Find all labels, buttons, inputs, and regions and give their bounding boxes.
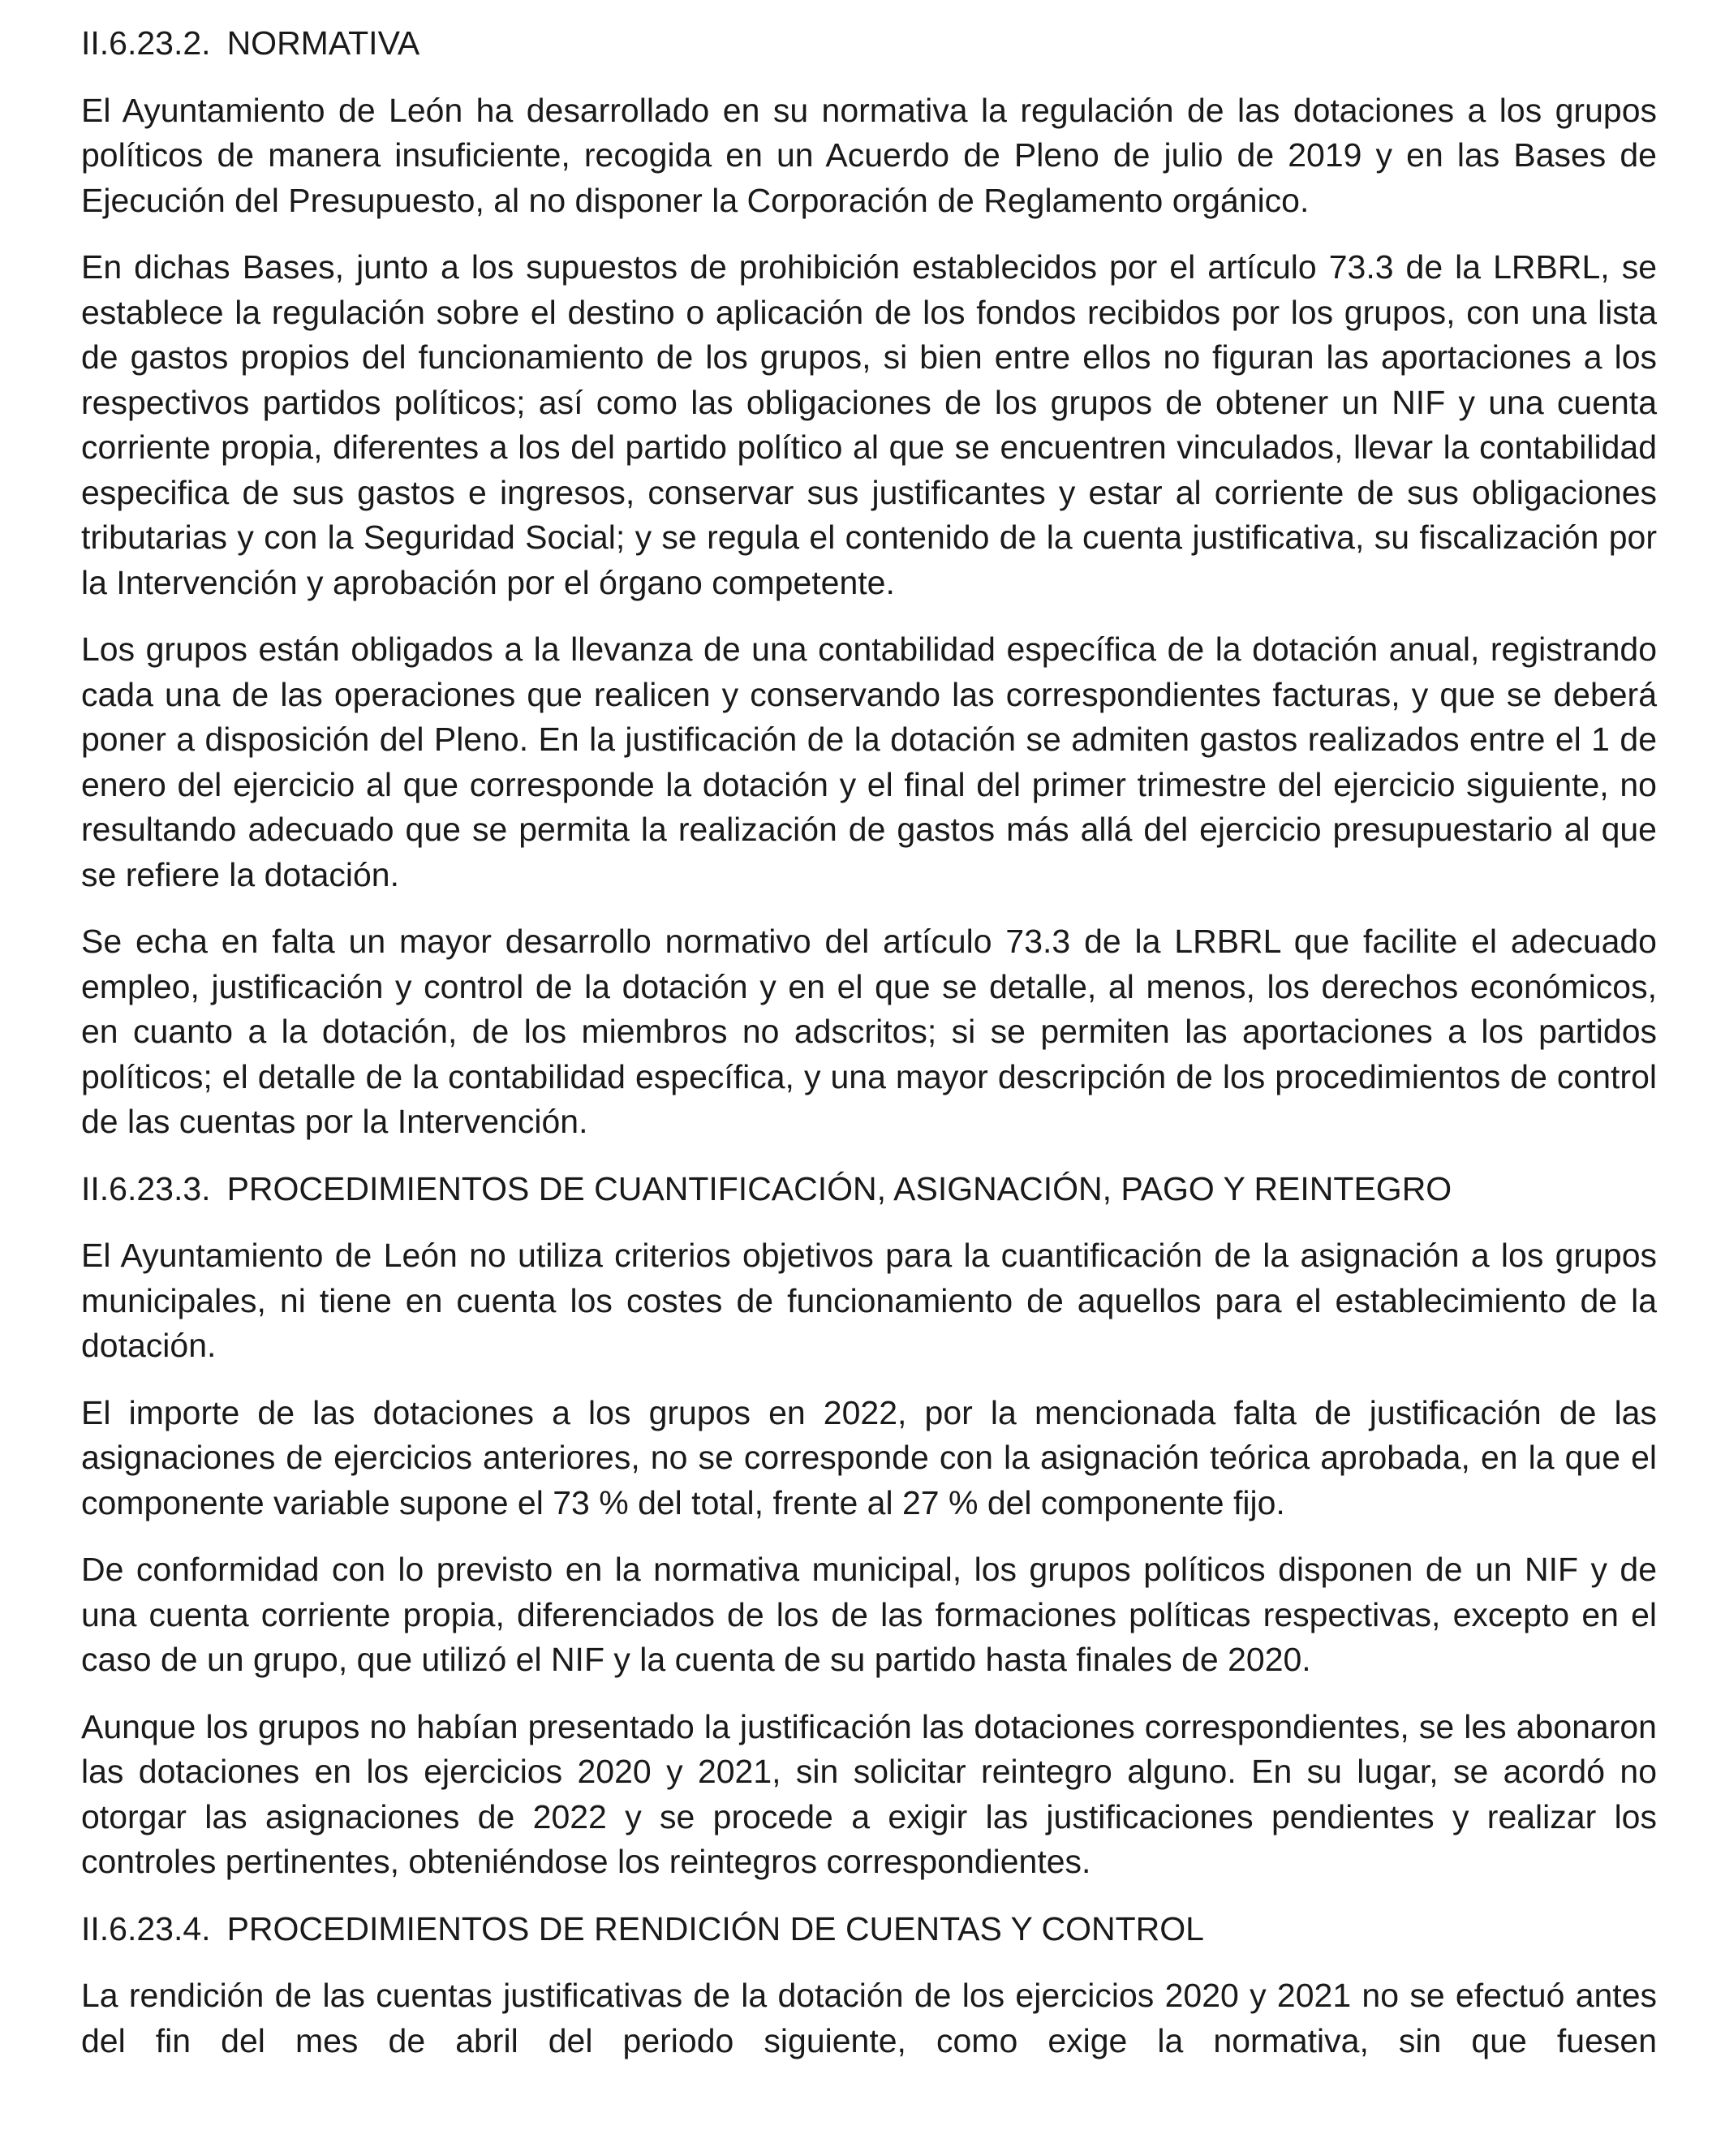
section-title: PROCEDIMIENTOS DE CUANTIFICACIÓN, ASIGNACIÓN, PAGO Y REINTEGRO [226,1169,1452,1207]
paragraph: Los grupos están obligados a la llevanza de una contabilidad específica de la dotación anual, registrando cada una de las operaciones que realicen y conservando las correspondientes facturas, y que se deberá poner a disposición del Pleno. En la justificación de la dotación se admiten gastos realizados entre el 1 de enero del ejercicio al que corresponde la dotación y el final del primer trimestre del ejercicio siguiente, no resultando adecuado que se permita la realización de gastos más allá del ejercicio presupuestario al que se refiere la dotación. [81,630,1657,893]
section-number: II.6.23.4. [81,1909,211,1947]
section-number: II.6.23.3. [81,1169,211,1207]
section-heading-normativa [81,21,1657,67]
section-heading-cuantificacion [81,1167,1657,1212]
paragraph: De conformidad con lo previsto en la normativa municipal, los grupos políticos disponen de un NIF y de una cuenta corriente propia, diferenciados de los de las formaciones políticas respectivas, excepto en el caso de un grupo, que utilizó el NIF y la cuenta de su partido hasta finales de 2020. [81,1551,1657,1678]
section-title: NORMATIVA [226,24,420,62]
paragraph: Aunque los grupos no habían presentado la justificación las dotaciones correspondientes, se les abonaron las dotaciones en los ejercicios 2020 y 2021, sin solicitar reintegro alguno. En su lugar, se acordó no otorgar las asignaciones de 2022 y se procede a exigir las justificaciones pendientes y realizar los controles pertinentes, obteniéndose los reintegros correspondientes. [81,1707,1657,1880]
document-page [81,21,1657,2063]
paragraph: Se echa en falta un mayor desarrollo normativo del artículo 73.3 de la LRBRL que facilite el adecuado empleo, justificación y control de la dotación y en el que se detalle, al menos, los derechos económicos, en cuanto a la dotación, de los miembros no adscritos; si se permiten las aportaciones a los partidos políticos; el detalle de la contabilidad específica, y una mayor descripción de los procedimientos de control de las cuentas por la Intervención. [81,923,1657,1140]
paragraph: El Ayuntamiento de León no utiliza criterios objetivos para la cuantificación de la asignación a los grupos municipales, ni tiene en cuenta los costes de funcionamiento de aquellos para el establecimiento de la dotación. [81,1237,1657,1364]
section-number: II.6.23.2. [81,24,211,62]
paragraph: El importe de las dotaciones a los grupos en 2022, por la mencionada falta de justificación de las asignaciones de ejercicios anteriores, no se corresponde con la asignación teórica aprobada, en la que el componente variable supone el 73 % del total, frente al 27 % del componente fijo. [81,1393,1657,1521]
paragraph: En dichas Bases, junto a los supuestos de prohibición establecidos por el artículo 73.3 de la LRBRL, se establece la regulación sobre el destino o aplicación de los fondos recibidos por los grupos, con una lista de gastos propios del funcionamiento de los grupos, si bien entre ellos no figuran las aportaciones a los respectivos partidos políticos; así como las obligaciones de los grupos de obtener un NIF y una cuenta corriente propia, diferentes a los del partido político al que se encuentren vinculados, llevar la contabilidad especifica de sus gastos e ingresos, conservar sus justificantes y estar al corriente de sus obligaciones tributarias y con la Seguridad Social; y se regula el contenido de la cuenta justificativa, su fiscalización por la Intervención y aprobación por el órgano competente. [81,248,1657,601]
paragraph: El Ayuntamiento de León ha desarrollado en su normativa la regulación de las dotaciones a los grupos políticos de manera insuficiente, recogida en un Acuerdo de Pleno de julio de 2019 y en las Bases de Ejecución del Presupuesto, al no disponer la Corporación de Reglamento orgánico. [81,91,1657,219]
paragraph: La rendición de las cuentas justificativas de la dotación de los ejercicios 2020 y 2021 no se efectuó antes del fin del mes de abril del periodo siguiente, como exige la normativa, sin que fuesen [81,1977,1657,2059]
section-title: PROCEDIMIENTOS DE RENDICIÓN DE CUENTAS Y CONTROL [226,1909,1204,1947]
section-heading-rendicion [81,1907,1657,1952]
